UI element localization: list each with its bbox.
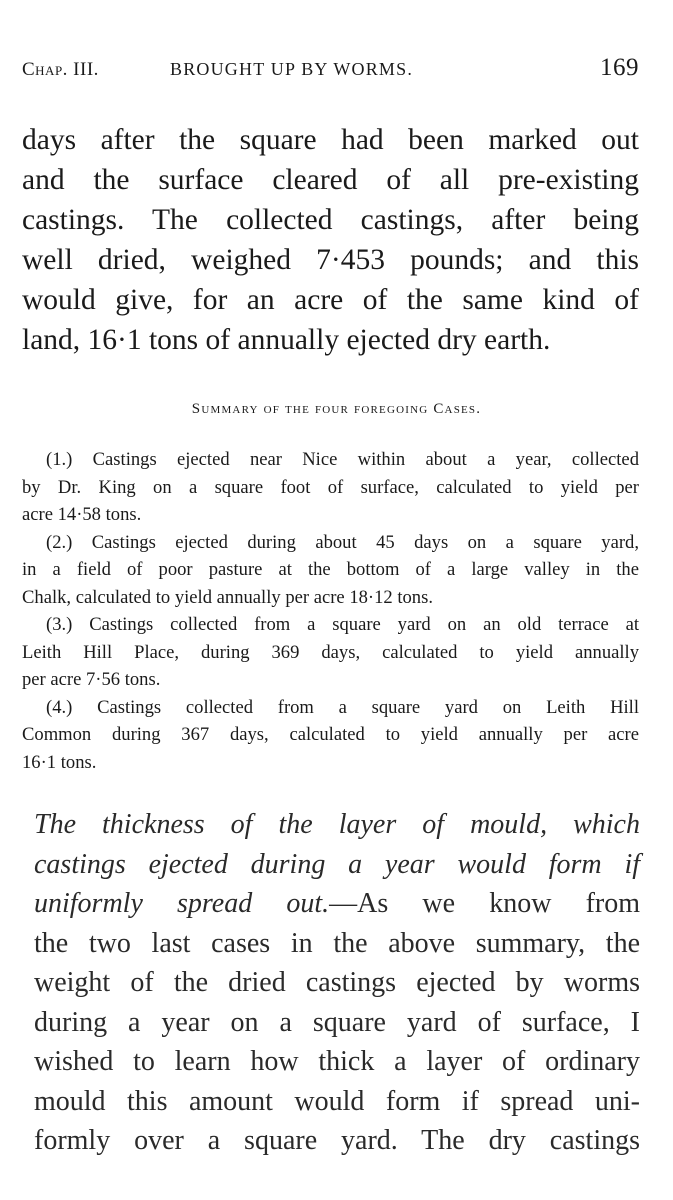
summary-line: in a field of poor pasture at the bottom of a large valley in the <box>22 559 639 580</box>
page-number: 169 <box>600 54 639 81</box>
summary-line: (1.) Castings ejected near Nice within about a year, collected <box>46 449 639 470</box>
text-line: well dried, weighed 7·453 pounds; and this <box>22 244 639 276</box>
summary-line: (2.) Castings ejected during about 45 days on a square yard, <box>46 531 639 553</box>
summary-heading: Summary of the four foregoing Cases. <box>191 401 482 417</box>
summary-line: acre 14·58 tons. <box>22 504 142 525</box>
summary-line: (4.) Castings collected from a square yard on Leith Hill <box>46 696 639 718</box>
text-line: would give, for an acre of the same kind of <box>22 284 639 316</box>
text-line: during a year on a square yard of surface, I <box>34 1006 640 1038</box>
section-text-start: —As we know from <box>329 888 640 919</box>
summary-line: (3.) Castings collected from a square yard on an old terrace at <box>46 614 639 635</box>
summary-line: 16·1 tons. <box>22 751 97 773</box>
text-line <box>34 884 640 924</box>
body-paragraph <box>22 120 639 360</box>
summary-line: by Dr. King on a square foot of surface, calculated to yield per <box>22 476 639 498</box>
text-line: and the surface cleared of all pre-existing <box>22 164 639 196</box>
section-title-end: uniformly spread out. <box>34 888 330 919</box>
section-title-line: The thickness of the layer of mould, which <box>34 809 640 840</box>
text-line: castings. The collected castings, after being <box>22 204 639 236</box>
section-title-line: castings ejected during a year would form if <box>34 848 640 880</box>
chapter-label: Chap. III. <box>22 59 99 80</box>
text-line: land, 16·1 tons of annually ejected dry earth. <box>22 324 551 356</box>
summary-line: per acre 7·56 tons. <box>22 669 161 690</box>
summary-list <box>22 446 639 776</box>
text-line: wished to learn how thick a layer of ordinary <box>34 1046 640 1077</box>
text-line: weight of the dried castings ejected by worms <box>34 967 640 998</box>
running-title: BROUGHT UP BY WORMS. <box>170 59 414 79</box>
summary-line: Chalk, calculated to yield annually per acre 18·12 tons. <box>22 586 433 608</box>
summary-line: Leith Hill Place, during 369 days, calculated to yield annually <box>22 641 639 663</box>
summary-line: Common during 367 days, calculated to yield annually per acre <box>22 724 639 745</box>
text-line: mould this amount would form if spread uni- <box>34 1085 640 1117</box>
text-line: the two last cases in the above summary, the <box>34 927 640 959</box>
text-line: formly over a square yard. The dry castings <box>34 1125 640 1156</box>
running-header <box>22 54 639 88</box>
section-paragraph <box>34 805 640 1161</box>
text-line: days after the square had been marked out <box>22 124 639 156</box>
